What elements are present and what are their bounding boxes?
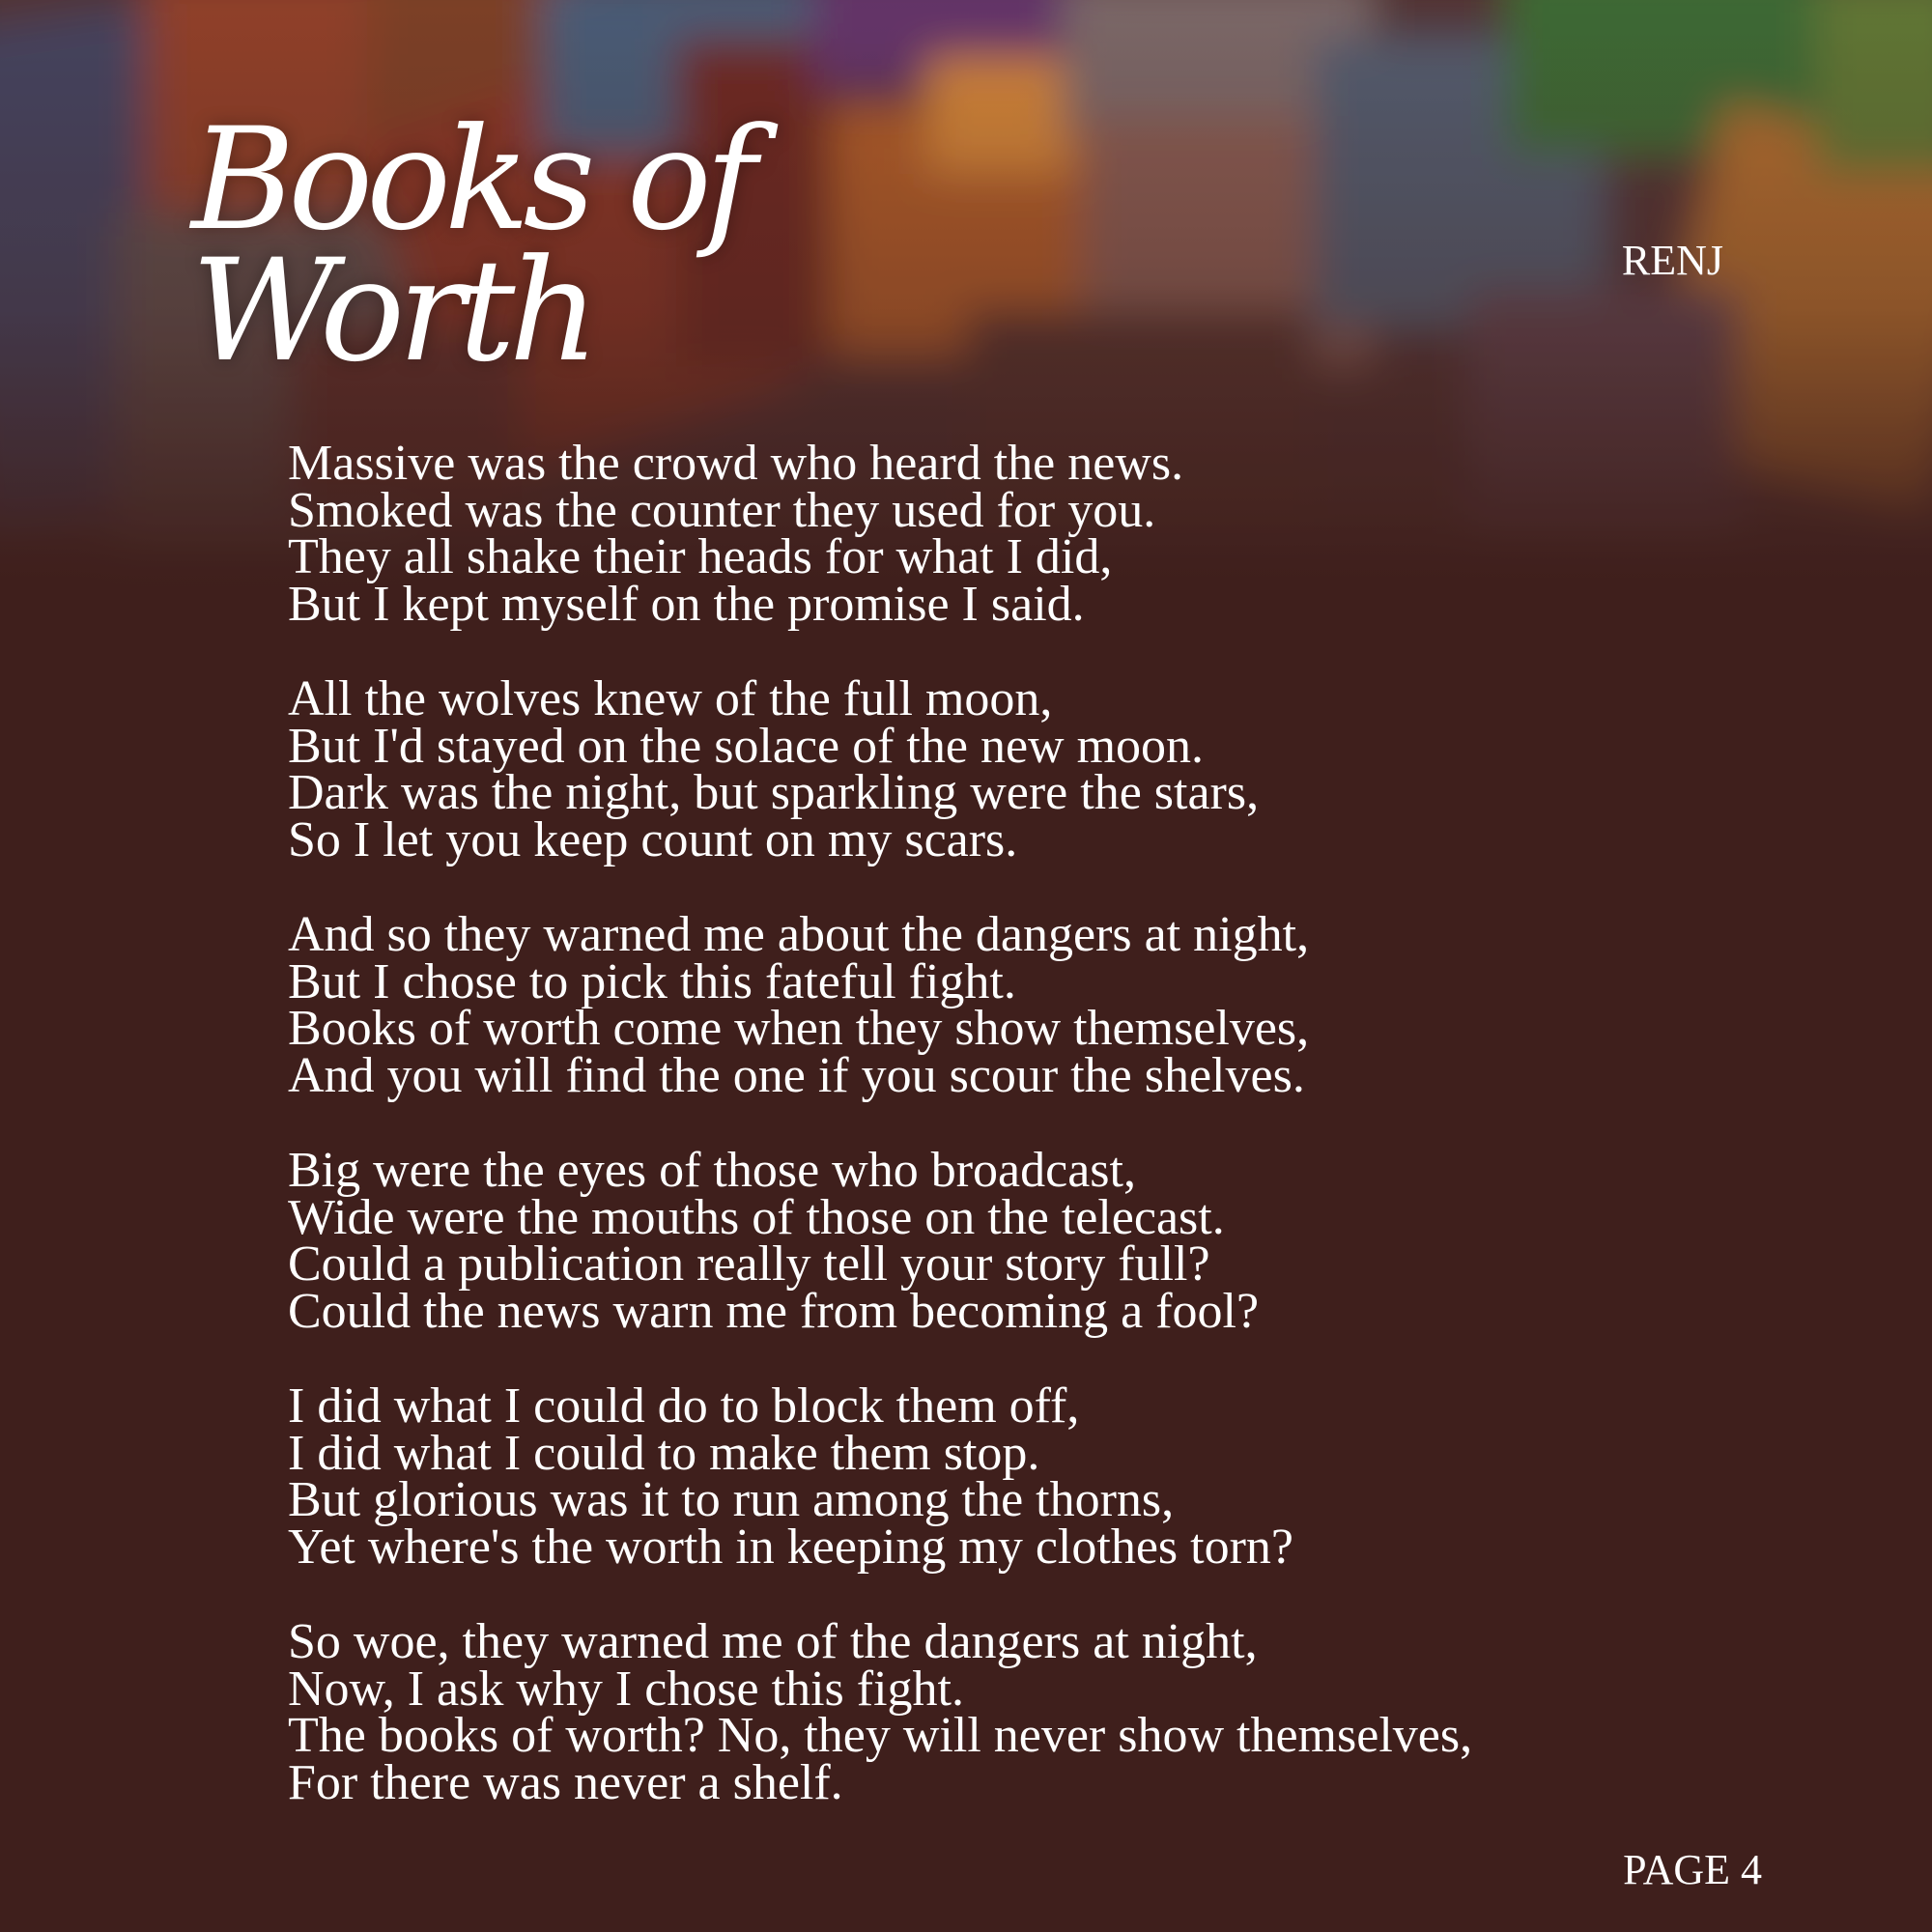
poem-line: So I let you keep count on my scars. — [288, 811, 1018, 867]
poem-line: But I chose to pick this fateful fight. — [288, 953, 1016, 1009]
page-number: PAGE 4 — [1623, 1846, 1762, 1893]
stanza — [288, 907, 1795, 1103]
poem-line: For there was never a shelf. — [288, 1754, 843, 1810]
poem-line: But I kept myself on the promise I said. — [288, 576, 1085, 632]
author-name: RENJ — [1621, 237, 1723, 284]
poem-line: And you will find the one if you scour the shelves. — [288, 1047, 1305, 1103]
poem-line: Yet where's the worth in keeping my clothes torn? — [288, 1519, 1293, 1575]
poem-line: I did what I could do to block them off, — [288, 1378, 1080, 1434]
stanza — [288, 671, 1795, 867]
poem-line: Big were the eyes of those who broadcast, — [288, 1143, 1136, 1198]
poem-line: All the wolves knew of the full moon, — [288, 671, 1053, 726]
stanza — [288, 436, 1795, 632]
poem-line: Now, I ask why I chose this fight. — [288, 1661, 964, 1717]
poem-line: Could a publication really tell your story full? — [288, 1236, 1210, 1292]
poem-line: Wide were the mouths of those on the telecast. — [288, 1189, 1225, 1245]
poem-line: They all shake their heads for what I did, — [288, 529, 1113, 584]
poem-line: But glorious was it to run among the thorns, — [288, 1472, 1175, 1527]
poem-line: The books of worth? No, they will never show themselves, — [288, 1708, 1473, 1763]
poem-title-line-2: Worth — [191, 229, 593, 393]
poem-line: Dark was the night, but sparkling were the stars, — [288, 765, 1260, 820]
poem-line: But I'd stayed on the solace of the new moon. — [288, 718, 1205, 774]
poem-line: Could the news warn me from becoming a fool? — [288, 1283, 1260, 1339]
stanza — [288, 1614, 1795, 1810]
poem-title — [191, 98, 751, 393]
poem-line: And so they warned me about the dangers at night, — [288, 907, 1310, 962]
poem-line: So woe, they warned me of the dangers at night, — [288, 1614, 1258, 1669]
poem-line: Smoked was the counter they used for you. — [288, 482, 1156, 538]
poem-line: I did what I could to make them stop. — [288, 1425, 1040, 1481]
poem-title-line-1: Books of — [191, 98, 751, 262]
stanza — [288, 1378, 1795, 1575]
stanza — [288, 1143, 1795, 1339]
poem-line: Books of worth come when they show themselves, — [288, 1001, 1310, 1056]
poem-body — [288, 436, 1795, 1855]
poem-line: Massive was the crowd who heard the news. — [288, 436, 1184, 491]
